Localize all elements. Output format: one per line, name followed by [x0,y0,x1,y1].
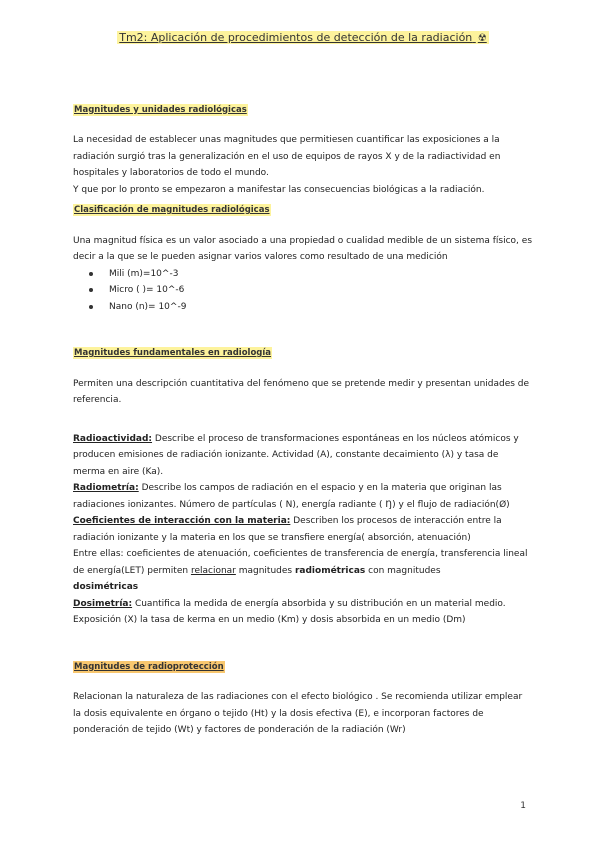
section-heading-fundamental: Magnitudes fundamentales en radiología [74,348,272,358]
section-heading-radioprotection: Magnitudes de radioprotección [74,661,224,672]
prefix-list [73,266,533,316]
list-item: Mili (m)=10^-3 [73,266,533,283]
document-page [73,30,533,739]
link-relacionar[interactable]: relacionar [190,565,236,576]
paragraph-radioactividad: Radioactividad: Describe el proceso de transformaciones espontáneas en los núcleos atómicos y producen emisiones de radiación ionizante. Actividad (A), constante decaimiento (λ) y tasa de merma en aire (Ka). [73,433,519,477]
radiation-icon: ☢ [477,33,487,44]
list-item: Micro ( )= 10^-6 [73,282,533,299]
section-heading-units: Magnitudes y unidades radiológicas [74,104,247,115]
page-number: 1 [520,801,526,811]
section-heading-classification: Clasificación de magnitudes radiológicas [74,205,270,215]
list-item: Nano (n)= 10^-9 [73,299,533,316]
page-title [117,31,489,44]
page-title-text: Tm2: Aplicación de procedimientos de detección de la radiación [119,31,473,44]
paragraph-dosimetria: Dosimetría: Cuantifica la medida de energía absorbida y su distribución en un material medio. Exposición (X) la tasa de kerma en un medio (Km) y dosis absorbida en un medio (Dm) [73,598,506,625]
paragraph-intro: La necesidad de establecer unas magnitudes que permitiesen cuantificar las exposiciones a la radiación surgió tras la generalización en el uso de equipos de rayos X y de la radiactividad en hospitales y laboratorios de todo el mundo. [73,135,501,178]
paragraph-radioprotection: Relacionan la naturaleza de las radiaciones con el efecto biológico . Se recomienda utilizar emplear la dosis equivalente en órgano o tejido (Ht) y la dosis efectiva (E), e incorporan factores de ponderación de tejido (Wt) y factores de ponderación de la radiación (Wr) [73,692,523,735]
paragraph-classification: Una magnitud física es un valor asociado a una propiedad o cualidad medible de un sistema físico, es decir a la que se le pueden asignar varios valores como resultado de una medición [73,235,533,262]
paragraph-fundamental-intro: Permiten una descripción cuantitativa del fenómeno que se pretende medir y presentan unidades de referencia. [73,378,530,405]
term-dosimetria: Dosimetría: [73,598,133,609]
term-radioactividad: Radioactividad: [73,433,153,444]
paragraph-coeficientes: Coeficientes de interacción con la materia: Describen los procesos de interacción entre la radiación ionizante y la materia en los que se transfiere energía( absorción, atenuación) [73,516,502,543]
term-radiometria: Radiometría: [73,483,139,493]
paragraph-radiometria: Radiometría: Describe los campos de radiación en el espacio y en la materia que originan las radiaciones ionizantes. Número de partículas ( N), energía radiante ( Ŋ) y el flujo de radiación(Ø) [73,483,510,510]
term-coeficientes: Coeficientes de interacción con la materia: [73,516,291,526]
paragraph-intro-2: Y que por lo pronto se empezaron a manifestar las consecuencias biológicas a la radiación. [73,184,485,195]
paragraph-coeficientes-2: Entre ellas: coeficientes de atenuación, coeficientes de transferencia de energía, transferencia lineal de energía(LET) permiten relacionar magnitudes radiométricas con magnitudes dosimétricas [73,549,528,592]
title-block [73,30,533,48]
